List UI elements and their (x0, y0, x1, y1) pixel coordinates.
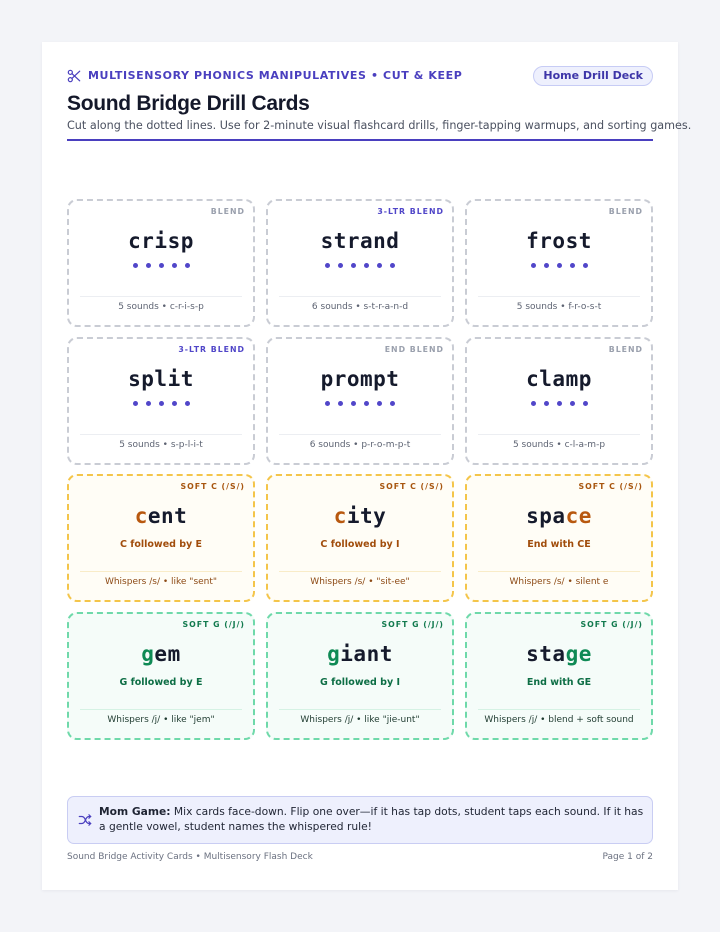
card-word (467, 504, 651, 528)
tap-dot (338, 401, 343, 406)
card-divider (279, 434, 441, 435)
word-end: em (154, 642, 181, 666)
drill-card-space (465, 474, 653, 602)
scissors-icon (67, 69, 81, 83)
drill-card-clamp (465, 337, 653, 465)
word-highlight: ge (565, 642, 592, 666)
card-rule: C followed by E (119, 539, 203, 550)
card-rule: G followed by E (119, 677, 203, 688)
header-row (67, 68, 653, 88)
word-end: ity (346, 504, 387, 528)
tap-dot (351, 401, 356, 406)
tap-dot (377, 401, 382, 406)
tap-dot (364, 401, 369, 406)
mom-game-label: Mom Game: (99, 805, 171, 818)
tap-dot (364, 263, 369, 268)
card-divider (478, 434, 640, 435)
card-footer: Whispers /s/ • "sit-ee" (310, 577, 410, 587)
card-word: strand (320, 229, 400, 253)
card-word: split (128, 367, 194, 391)
header-divider (67, 139, 653, 141)
card-tag: BLEND (210, 207, 245, 216)
footer-deck-name: Sound Bridge Activity Cards • Multisensory Flash Deck (67, 852, 313, 862)
tap-dot (557, 263, 562, 268)
page-title: Sound Bridge Drill Cards (67, 92, 310, 115)
tap-dot (544, 263, 549, 268)
card-divider (279, 709, 441, 710)
tap-dot (377, 263, 382, 268)
word-end: ent (147, 504, 188, 528)
card-tag: BLEND (608, 207, 643, 216)
card-word (69, 642, 253, 666)
card-tag: SOFT C (/S/) (578, 482, 643, 491)
tap-dot (390, 263, 395, 268)
tap-dot (185, 263, 190, 268)
card-word: clamp (526, 367, 592, 391)
drill-card-strand (266, 199, 454, 327)
deck-badge: Home Drill Deck (533, 66, 653, 86)
tap-dot (583, 401, 588, 406)
mom-game-text (99, 804, 644, 834)
card-rule: G followed by I (320, 677, 400, 688)
card-tag: 3-LTR BLEND (178, 345, 245, 354)
word-highlight: c (134, 504, 148, 528)
card-footer: Whispers /s/ • like "sent" (104, 577, 218, 587)
card-tag: SOFT C (/S/) (379, 482, 444, 491)
drill-card-frost (465, 199, 653, 327)
word-start: sta (526, 642, 566, 666)
tap-dot (133, 401, 138, 406)
card-divider (80, 571, 242, 572)
tap-dots (268, 263, 452, 268)
tap-dot (133, 263, 138, 268)
tap-dots (268, 401, 452, 406)
card-footer: Whispers /j/ • like "jem" (107, 715, 215, 725)
card-footer: 6 sounds • p-r-o-m-p-t (309, 440, 411, 450)
drill-card-cent (67, 474, 255, 602)
card-divider (279, 571, 441, 572)
card-word: prompt (320, 367, 400, 391)
card-footer: 6 sounds • s-t-r-a-n-d (311, 302, 409, 312)
card-tag: SOFT C (/S/) (180, 482, 245, 491)
card-rule: End with GE (526, 677, 592, 688)
tap-dots (69, 401, 253, 406)
card-tag: 3-LTR BLEND (377, 207, 444, 216)
tap-dot (351, 263, 356, 268)
tap-dot (570, 263, 575, 268)
tap-dot (557, 401, 562, 406)
tap-dot (159, 263, 164, 268)
tap-dot (531, 263, 536, 268)
word-start: spa (526, 504, 566, 528)
card-divider (80, 296, 242, 297)
card-footer: 5 sounds • s-p-l-i-t (119, 440, 203, 450)
card-footer: 5 sounds • c-r-i-s-p (118, 302, 204, 312)
card-tag: BLEND (608, 345, 643, 354)
card-divider (80, 709, 242, 710)
card-tag: SOFT G (/J/) (182, 620, 245, 629)
tap-dots (467, 263, 651, 268)
card-tag: SOFT G (/J/) (580, 620, 643, 629)
tap-dots (467, 401, 651, 406)
card-word (268, 642, 452, 666)
word-highlight: g (327, 642, 341, 666)
card-rule: End with CE (527, 539, 591, 550)
card-footer: Whispers /j/ • like "jie-unt" (300, 715, 420, 725)
tap-dot (146, 263, 151, 268)
card-rule: C followed by I (320, 539, 400, 550)
word-highlight: c (333, 504, 347, 528)
card-divider (478, 571, 640, 572)
card-word (268, 504, 452, 528)
tap-dot (570, 401, 575, 406)
card-divider (279, 296, 441, 297)
drill-card-split (67, 337, 255, 465)
tap-dot (583, 263, 588, 268)
tap-dot (159, 401, 164, 406)
worksheet-page (42, 42, 692, 890)
drill-card-city (266, 474, 454, 602)
tap-dot (325, 401, 330, 406)
shuffle-icon (78, 813, 92, 827)
tap-dot (146, 401, 151, 406)
tap-dot (325, 263, 330, 268)
card-tag: END BLEND (384, 345, 444, 354)
header-eyebrow: MULTISENSORY PHONICS MANIPULATIVES • CUT & KEEP (88, 69, 463, 82)
tap-dot (531, 401, 536, 406)
tap-dot (338, 263, 343, 268)
tap-dot (172, 263, 177, 268)
card-word (467, 642, 651, 666)
page-subtitle: Cut along the dotted lines. Use for 2-minute visual flashcard drills, finger-tapping warmups, and sorting games. (67, 119, 692, 132)
word-highlight: ce (565, 504, 592, 528)
tap-dot (172, 401, 177, 406)
card-word (69, 504, 253, 528)
card-divider (478, 709, 640, 710)
card-footer: Whispers /j/ • blend + soft sound (484, 715, 634, 725)
card-footer: 5 sounds • c-l-a-m-p (512, 440, 606, 450)
mom-game-body: Mix cards face-down. Flip one over—if it has tap dots, student taps each sound. If it has a gentle vowel, student names the whispered rule! (99, 805, 644, 833)
drill-card-gem (67, 612, 255, 740)
card-footer: Whispers /s/ • silent e (509, 577, 609, 587)
footer-page-number: Page 1 of 2 (602, 852, 653, 862)
mom-game-callout (67, 796, 653, 844)
drill-card-stage (465, 612, 653, 740)
tap-dots (69, 263, 253, 268)
card-word: frost (526, 229, 592, 253)
drill-card-crisp (67, 199, 255, 327)
word-highlight: g (141, 642, 155, 666)
card-tag: SOFT G (/J/) (381, 620, 444, 629)
tap-dot (544, 401, 549, 406)
drill-card-prompt (266, 337, 454, 465)
tap-dot (390, 401, 395, 406)
word-end: iant (340, 642, 393, 666)
drill-card-giant (266, 612, 454, 740)
card-divider (80, 434, 242, 435)
card-word: crisp (128, 229, 194, 253)
tap-dot (185, 401, 190, 406)
card-footer: 5 sounds • f-r-o-s-t (516, 302, 602, 312)
card-divider (478, 296, 640, 297)
